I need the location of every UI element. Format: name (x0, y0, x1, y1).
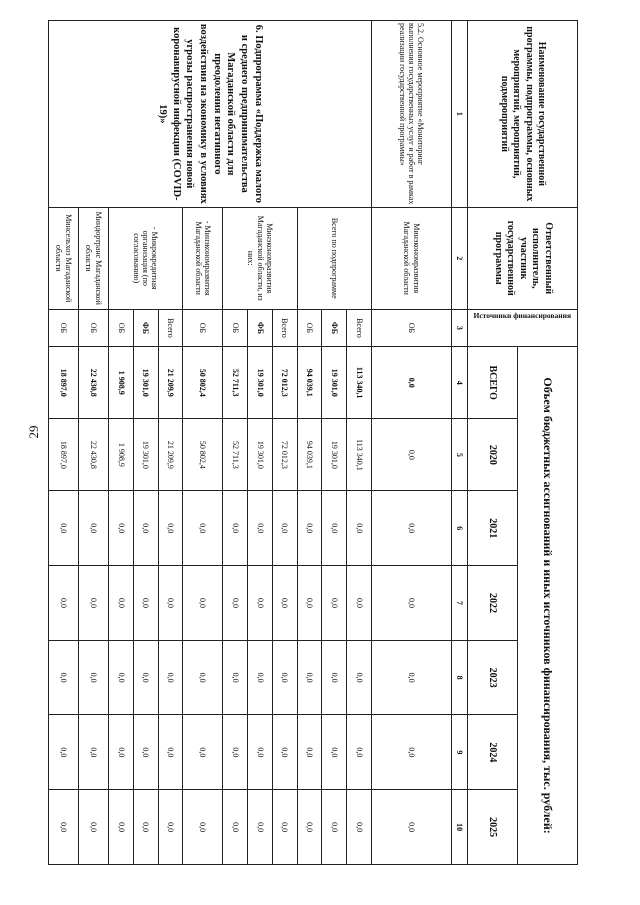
row-source: ФБ (248, 309, 273, 346)
cell-value: 0,0 (109, 566, 134, 641)
cell-value: 0,0 (372, 790, 452, 865)
column-number: 9 (452, 715, 468, 790)
cell-value: 0,0 (297, 640, 322, 715)
cell-value: 0,0 (158, 715, 183, 790)
cell-value: 0,0 (347, 566, 372, 641)
group-executor: Минсельхоз Магаданской области (49, 207, 79, 309)
cell-value: 0,0 (158, 790, 183, 865)
cell-value: 0,0 (297, 715, 322, 790)
cell-total: 21 209,9 (158, 347, 183, 419)
column-number: 3 (452, 309, 468, 346)
cell-value: 0,0 (297, 790, 322, 865)
cell-value: 0,0 (223, 790, 248, 865)
row-executor: Минэкономразвития Магаданской области (372, 207, 452, 309)
row-source: ОБ (183, 309, 223, 346)
cell-total: 94 039,1 (297, 347, 322, 419)
cell-value: 22 430,8 (79, 419, 109, 491)
row-source: ФБ (322, 309, 347, 346)
rotated-table-container (48, 20, 578, 865)
cell-value: 0,0 (158, 640, 183, 715)
row-source: ОБ (49, 309, 79, 346)
cell-value: 0,0 (322, 790, 347, 865)
row-source: ОБ (297, 309, 322, 346)
row-source: ОБ (372, 309, 452, 346)
cell-total: 50 802,4 (183, 347, 223, 419)
cell-value: 0,0 (49, 491, 79, 566)
column-number: 6 (452, 491, 468, 566)
row-source: ОБ (79, 309, 109, 346)
row-source: ОБ (223, 309, 248, 346)
header-year: 2022 (468, 566, 518, 641)
cell-value: 0,0 (133, 640, 158, 715)
cell-total: 19 301,0 (248, 347, 273, 419)
table-row (372, 21, 452, 865)
cell-value: 0,0 (372, 491, 452, 566)
cell-value: 0,0 (133, 790, 158, 865)
cell-value: 0,0 (347, 640, 372, 715)
cell-value: 0,0 (158, 491, 183, 566)
column-number: 7 (452, 566, 468, 641)
cell-value: 0,0 (79, 640, 109, 715)
cell-value: 0,0 (133, 491, 158, 566)
cell-value: 0,0 (49, 715, 79, 790)
header-total: ВСЕГО (468, 347, 518, 419)
cell-value: 0,0 (372, 419, 452, 491)
header-year: 2021 (468, 491, 518, 566)
header-name: Наименование государственной программы, подпрограммы, основных мероприятий, мероприятий, подмероприятий (468, 21, 578, 208)
cell-value: 0,0 (223, 640, 248, 715)
cell-value: 0,0 (109, 491, 134, 566)
group-executor: Миндортранс Магаданской области (79, 207, 109, 309)
column-number: 1 (452, 21, 468, 208)
header-year: 2024 (468, 715, 518, 790)
group-executor: - Минэкономразвития Магаданской области (183, 207, 223, 309)
cell-value: 0,0 (183, 566, 223, 641)
cell-value: 0,0 (133, 715, 158, 790)
header-funding: Объем бюджетных ассигнований и иных источников финансирования, тыс. рублей: (518, 347, 578, 865)
cell-total: 1 908,9 (109, 347, 134, 419)
table-row (347, 21, 372, 865)
cell-total: 22 430,8 (79, 347, 109, 419)
cell-value: 0,0 (49, 640, 79, 715)
row-source: ОБ (109, 309, 134, 346)
cell-value: 0,0 (322, 491, 347, 566)
cell-value: 0,0 (223, 715, 248, 790)
cell-value: 0,0 (223, 491, 248, 566)
row-name: 5.2. Основное мероприятие «Мониторинг выполнения государственных услуг и работ в рамках реализации государственной программы» (372, 21, 452, 208)
header-source (468, 309, 578, 346)
column-number: 2 (452, 207, 468, 309)
cell-value: 52 711,3 (223, 419, 248, 491)
cell-value: 0,0 (183, 491, 223, 566)
cell-value: 0,0 (109, 715, 134, 790)
group-executor: Минэкономразвития Магаданской области, из них: (223, 207, 297, 309)
cell-value: 0,0 (109, 640, 134, 715)
cell-value: 0,0 (158, 566, 183, 641)
column-number: 5 (452, 419, 468, 491)
cell-value: 0,0 (183, 715, 223, 790)
cell-value: 0,0 (372, 640, 452, 715)
cell-value: 94 039,1 (297, 419, 322, 491)
cell-value: 0,0 (79, 790, 109, 865)
column-number: 4 (452, 347, 468, 419)
cell-value: 0,0 (272, 715, 297, 790)
column-number: 10 (452, 790, 468, 865)
page-number: 29 (26, 425, 41, 439)
cell-value: 0,0 (248, 640, 273, 715)
cell-total: 19 301,0 (322, 347, 347, 419)
cell-value: 0,0 (272, 640, 297, 715)
subprogram-name: 6. Подпрограмма «Поддержка малого и среднего предпринимательства Магаданской области для преодоления негативного воздействия на экономику в условиях угрозы распространения новой коронавирусной инфекции (COVID-19)» (49, 21, 372, 208)
cell-value: 0,0 (79, 491, 109, 566)
cell-value: 113 340,1 (347, 419, 372, 491)
cell-value: 0,0 (347, 790, 372, 865)
row-source: Всего (158, 309, 183, 346)
column-number: 8 (452, 640, 468, 715)
cell-value: 0,0 (49, 790, 79, 865)
cell-value: 72 012,3 (272, 419, 297, 491)
cell-total: 72 012,3 (272, 347, 297, 419)
cell-value: 0,0 (272, 491, 297, 566)
cell-value: 0,0 (322, 566, 347, 641)
cell-value: 0,0 (248, 566, 273, 641)
cell-total: 19 301,0 (133, 347, 158, 419)
cell-value: 0,0 (109, 790, 134, 865)
cell-value: 0,0 (248, 790, 273, 865)
group-executor: - Микрокредитная организация (по согласованию) (109, 207, 183, 309)
cell-value: 0,0 (133, 566, 158, 641)
cell-value: 0,0 (347, 715, 372, 790)
header-source-text: Источники финансирования (473, 310, 572, 320)
cell-value: 0,0 (49, 566, 79, 641)
cell-value: 0,0 (297, 491, 322, 566)
cell-value: 0,0 (248, 491, 273, 566)
cell-value: 19 301,0 (248, 419, 273, 491)
cell-value: 0,0 (248, 715, 273, 790)
header-executor: Ответственный исполнитель, участник государственной программы (468, 207, 578, 309)
cell-value: 0,0 (79, 566, 109, 641)
header-year: 2025 (468, 790, 518, 865)
cell-value: 0,0 (223, 566, 248, 641)
cell-value: 0,0 (372, 715, 452, 790)
cell-value: 18 897,0 (49, 419, 79, 491)
cell-value: 1 908,9 (109, 419, 134, 491)
cell-value: 0,0 (297, 566, 322, 641)
row-source: Всего (272, 309, 297, 346)
cell-value: 0,0 (322, 640, 347, 715)
cell-value: 0,0 (183, 640, 223, 715)
row-source: ФБ (133, 309, 158, 346)
cell-value: 0,0 (272, 790, 297, 865)
cell-value: 21 209,9 (158, 419, 183, 491)
cell-value: 19 301,0 (133, 419, 158, 491)
cell-value: 0,0 (272, 566, 297, 641)
cell-value: 0,0 (79, 715, 109, 790)
cell-value: 0,0 (322, 715, 347, 790)
cell-total: 52 711,3 (223, 347, 248, 419)
cell-value: 0,0 (183, 790, 223, 865)
cell-value: 0,0 (372, 566, 452, 641)
header-year: 2023 (468, 640, 518, 715)
cell-total: 18 897,0 (49, 347, 79, 419)
cell-total: 0,0 (372, 347, 452, 419)
row-source: Всего (347, 309, 372, 346)
cell-value: 50 802,4 (183, 419, 223, 491)
cell-value: 19 301,0 (322, 419, 347, 491)
group-executor: Всего по подпрограмме (297, 207, 371, 309)
header-year: 2020 (468, 419, 518, 491)
funding-table (48, 20, 578, 865)
cell-value: 0,0 (347, 491, 372, 566)
cell-total: 113 340,1 (347, 347, 372, 419)
